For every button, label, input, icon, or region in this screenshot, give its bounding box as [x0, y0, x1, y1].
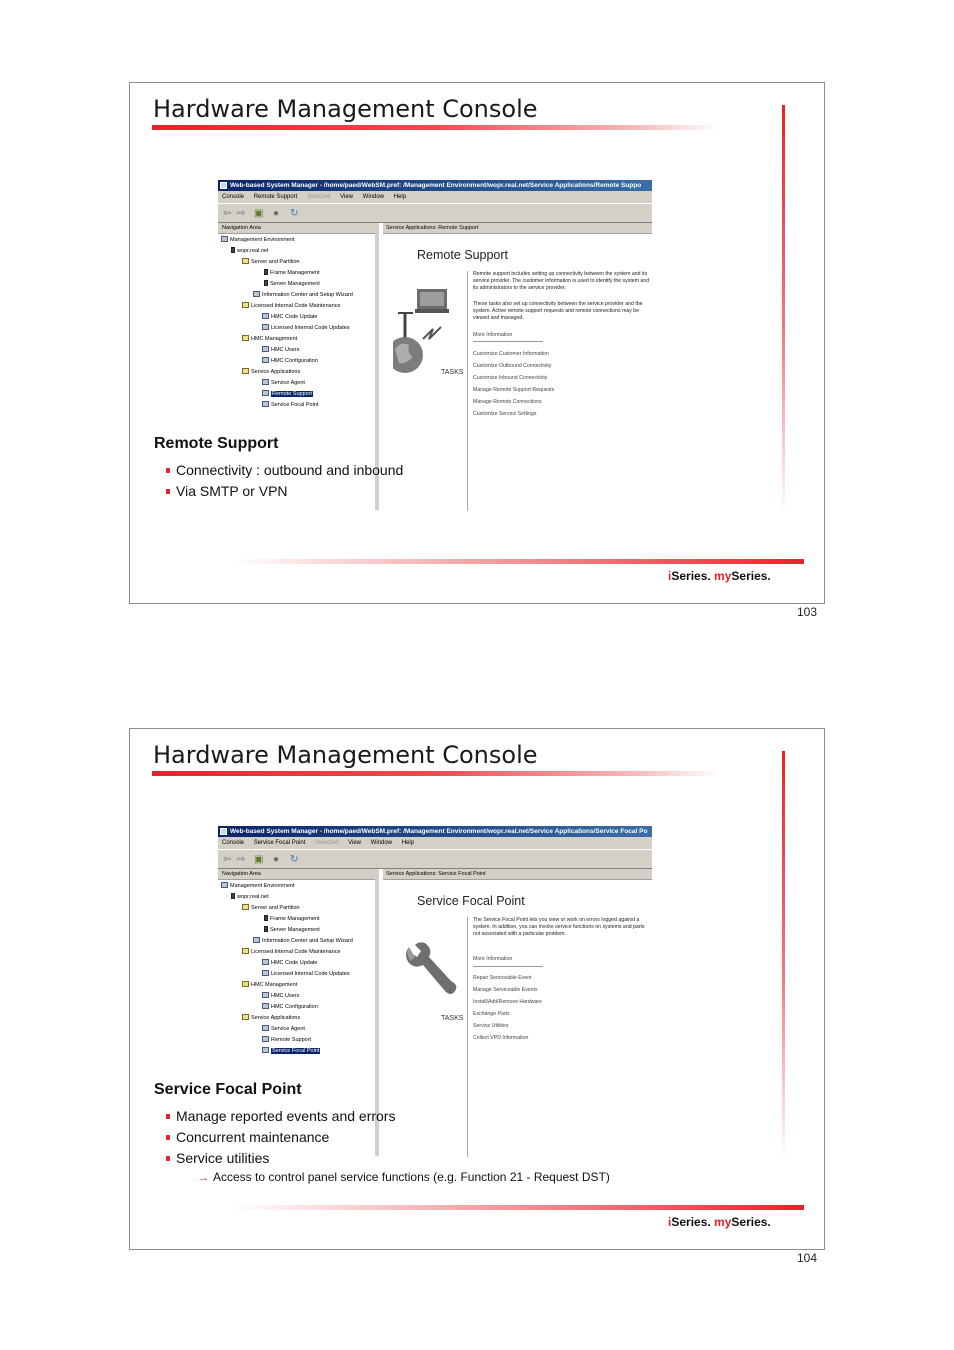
brand-logo: iSeries. mySeries.	[668, 569, 771, 583]
wrench-icon	[262, 1047, 269, 1053]
content-pane	[383, 223, 652, 510]
up-folder-icon[interactable]: ▣	[254, 208, 264, 219]
bullet-item: Service utilities	[176, 1148, 395, 1169]
menu-console[interactable]: Console	[222, 840, 245, 846]
slide-103	[129, 82, 825, 604]
tree-info-center[interactable]: Information Center and Setup Wizard	[253, 290, 353, 300]
update-icon	[262, 324, 269, 330]
side-rule	[782, 751, 785, 1161]
menu-console[interactable]: Console	[222, 194, 245, 200]
update-icon	[262, 959, 269, 965]
tree-server-management[interactable]: Server Management	[264, 279, 320, 289]
content-header: Service Applications: Service Focal Point	[383, 869, 652, 880]
folder-icon	[242, 981, 249, 987]
server-icon	[264, 280, 268, 286]
toolbar	[218, 849, 652, 869]
title-rule	[152, 125, 720, 130]
tree-service-focal-point[interactable]: Service Focal Point	[262, 1046, 320, 1056]
task-link[interactable]: Repair Serviceable Event	[473, 975, 532, 981]
menu-selected[interactable]: Selected	[307, 194, 331, 200]
description-1: The Service Focal Point lets you view or work on errors logged against a system. In addition, you can invoke service functions on systems and parts not associated with a particular problem.	[473, 917, 645, 937]
frame-icon	[264, 915, 268, 921]
task-link[interactable]: Exchange Parts	[473, 1011, 510, 1017]
folder-icon	[242, 1014, 249, 1020]
tree-server-partition[interactable]: Server and Partition	[242, 257, 300, 267]
description-1: Remote support includes setting up connectivity between the system and its service provider. The customer information is used to identify the system and its administrators to the service provider.	[473, 271, 650, 291]
menu-help[interactable]: Help	[393, 194, 407, 200]
users-icon	[262, 992, 269, 998]
content-heading: Remote Support	[417, 248, 509, 262]
forward-icon[interactable]: ⇨	[237, 208, 246, 219]
agent-icon	[262, 379, 269, 385]
tree-remote-support[interactable]: Remote Support	[262, 389, 313, 399]
more-information-link[interactable]: More Information	[473, 956, 513, 962]
task-link[interactable]: Install/Add/Remove Hardware	[473, 999, 542, 1005]
app-icon	[220, 182, 227, 189]
bottom-rule	[230, 1205, 804, 1210]
tree-hmc-code-update[interactable]: HMC Code Update	[262, 958, 317, 968]
folder-icon	[242, 302, 249, 308]
app-icon	[220, 828, 227, 835]
refresh-icon[interactable]: ↻	[290, 208, 299, 219]
wrench-icon	[401, 941, 459, 999]
menu-bar	[218, 837, 652, 849]
slide-title: Hardware Management Console	[153, 95, 538, 123]
tree-hmc-configuration[interactable]: HMC Configuration	[262, 1002, 318, 1012]
task-link[interactable]: Service Utilities	[473, 1023, 509, 1029]
menu-window[interactable]: Window	[362, 194, 385, 200]
task-link[interactable]: Manage Remote Connections	[473, 399, 542, 405]
stop-icon[interactable]: ●	[273, 208, 280, 219]
brand-logo: iSeries. mySeries.	[668, 1215, 771, 1229]
separator	[473, 966, 543, 967]
tree-service-applications[interactable]: Service Applications	[242, 367, 300, 377]
task-link[interactable]: Manage Remote Support Requests	[473, 387, 555, 393]
bullet-item: Connectivity : outbound and inbound	[176, 460, 403, 481]
task-link[interactable]: Customize Service Settings	[473, 411, 537, 417]
section-heading: Remote Support	[154, 435, 279, 452]
folder-icon	[242, 948, 249, 954]
tree-management-environment[interactable]: Management Environment	[221, 881, 295, 891]
slide-title: Hardware Management Console	[153, 741, 538, 769]
nav-header: Navigation Area	[218, 223, 375, 234]
bullet-marker	[166, 489, 170, 494]
wrench-icon	[262, 401, 269, 407]
folder-icon	[242, 904, 249, 910]
task-link[interactable]: Collect VPD Information	[473, 1035, 529, 1041]
server-icon	[231, 247, 235, 253]
bullet-item: Via SMTP or VPN	[176, 481, 403, 502]
window-title: Web-based System Manager - /home/paed/WebSM.pref: /Management Environment/wopr.real.net/Service Applications/Service Focal Po	[230, 828, 648, 835]
tree-lic-maintenance[interactable]: Licensed Internal Code Maintenance	[242, 947, 341, 957]
tree-remote-support[interactable]: Remote Support	[262, 1035, 311, 1045]
more-information-link[interactable]: More Information	[473, 332, 513, 338]
menu-bar	[218, 191, 652, 203]
separator	[473, 341, 543, 342]
content-pane	[383, 869, 652, 1156]
tree-service-agent[interactable]: Service Agent	[262, 378, 305, 388]
toolbar	[218, 203, 652, 223]
tree-wopr[interactable]: wopr.real.net	[231, 246, 269, 256]
bullet-marker	[166, 1114, 170, 1119]
menu-help[interactable]: Help	[401, 840, 415, 846]
config-icon	[262, 1003, 269, 1009]
tree-server-management[interactable]: Server Management	[264, 925, 320, 935]
refresh-icon[interactable]: ↻	[290, 854, 299, 865]
menu-view[interactable]: View	[340, 194, 353, 200]
agent-icon	[262, 1025, 269, 1031]
bullet-item: Manage reported events and errors	[176, 1106, 395, 1127]
section-heading: Service Focal Point	[154, 1081, 302, 1098]
bullet-marker	[166, 1156, 170, 1161]
task-divider	[467, 271, 468, 511]
tree-hmc-users[interactable]: HMC Users	[262, 991, 299, 1001]
tree-server-partition[interactable]: Server and Partition	[242, 903, 300, 913]
stop-icon[interactable]: ●	[273, 854, 280, 865]
tree-service-applications[interactable]: Service Applications	[242, 1013, 300, 1023]
task-link[interactable]: Manage Serviceable Events	[473, 987, 538, 993]
sub-bullet: → Access to control panel service functions (e.g. Function 21 - Request DST)	[198, 1170, 610, 1184]
tree-hmc-configuration[interactable]: HMC Configuration	[262, 356, 318, 366]
forward-icon[interactable]: ⇨	[237, 854, 246, 865]
folder-icon	[242, 335, 249, 341]
menu-selected[interactable]: Selected	[315, 840, 339, 846]
nav-header: Navigation Area	[218, 869, 375, 880]
folder-icon	[242, 368, 249, 374]
side-rule	[782, 105, 785, 515]
back-icon[interactable]: ⇦	[223, 854, 232, 865]
page-number: 103	[797, 605, 818, 619]
bullet-list	[176, 460, 403, 502]
tasks-label: TASKS	[441, 369, 464, 376]
bullet-item: Concurrent maintenance	[176, 1127, 395, 1148]
bullet-marker	[166, 1135, 170, 1140]
update-icon	[262, 970, 269, 976]
task-divider	[467, 917, 468, 1157]
remote-icon	[262, 390, 269, 396]
bullet-list	[176, 1106, 395, 1169]
tree-info-center[interactable]: Information Center and Setup Wizard	[253, 936, 353, 946]
wizard-icon	[253, 937, 260, 943]
up-folder-icon[interactable]: ▣	[254, 854, 264, 865]
tree-hmc-users[interactable]: HMC Users	[262, 345, 299, 355]
wizard-icon	[253, 291, 260, 297]
tree-lic-updates[interactable]: Licensed Internal Code Updates	[262, 323, 350, 333]
content-header: Service Applications: Remote Support	[383, 223, 652, 234]
tree-hmc-code-update[interactable]: HMC Code Update	[262, 312, 317, 322]
page-number: 104	[797, 1251, 818, 1265]
server-icon	[264, 926, 268, 932]
remote-icon	[262, 1036, 269, 1042]
title-rule	[152, 771, 720, 776]
menu-remote-support[interactable]: Remote Support	[253, 194, 298, 200]
tree-lic-updates[interactable]: Licensed Internal Code Updates	[262, 969, 350, 979]
tree-lic-maintenance[interactable]: Licensed Internal Code Maintenance	[242, 301, 341, 311]
menu-window[interactable]: Window	[370, 840, 393, 846]
arrow-icon: →	[198, 1172, 209, 1184]
window-titlebar	[218, 826, 652, 837]
tree-service-agent[interactable]: Service Agent	[262, 1024, 305, 1034]
tree-frame-management[interactable]: Frame Management	[264, 914, 320, 924]
remote-support-icon	[393, 283, 453, 378]
config-icon	[262, 357, 269, 363]
back-icon[interactable]: ⇦	[223, 208, 232, 219]
menu-view[interactable]: View	[348, 840, 361, 846]
server-icon	[231, 893, 235, 899]
menu-service-focal-point[interactable]: Service Focal Point	[253, 840, 306, 846]
globe-icon	[221, 882, 228, 888]
tasks-label: TASKS	[441, 1015, 464, 1022]
frame-icon	[264, 269, 268, 275]
folder-icon	[242, 258, 249, 264]
slide-104	[129, 728, 825, 1250]
bullet-marker	[166, 468, 170, 473]
window-title: Web-based System Manager - /home/paed/WebSM.pref: /Management Environment/wopr.real.net/Service Applications/Remote Suppo	[230, 182, 642, 189]
tree-management-environment[interactable]: Management Environment	[221, 235, 295, 245]
tree-wopr[interactable]: wopr.real.net	[231, 892, 269, 902]
tree-service-focal-point[interactable]: Service Focal Point	[262, 400, 318, 410]
bottom-rule	[230, 559, 804, 564]
tree-hmc-management[interactable]: HMC Management	[242, 334, 297, 344]
content-heading: Service Focal Point	[417, 894, 525, 908]
description-2: These tasks also set up connectivity between the service provider and the system. Active remote support requests and remote connections may be viewed and managed.	[473, 301, 643, 321]
globe-icon	[221, 236, 228, 242]
task-link[interactable]: Customize Inbound Connectivity	[473, 375, 548, 381]
update-icon	[262, 313, 269, 319]
task-link[interactable]: Customize Outbound Connectivity	[473, 363, 552, 369]
users-icon	[262, 346, 269, 352]
task-link[interactable]: Customize Customer Information	[473, 351, 549, 357]
tree-hmc-management[interactable]: HMC Management	[242, 980, 297, 990]
tree-frame-management[interactable]: Frame Management	[264, 268, 320, 278]
window-titlebar	[218, 180, 652, 191]
